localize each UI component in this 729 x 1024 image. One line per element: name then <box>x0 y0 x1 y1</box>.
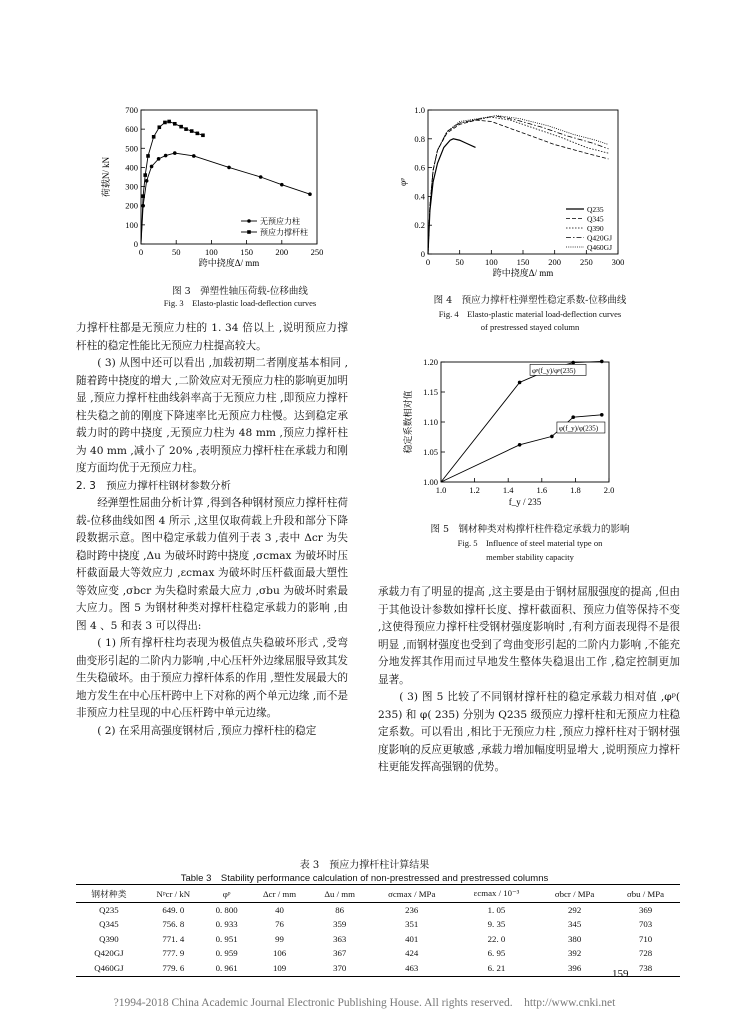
data-point <box>518 381 522 385</box>
table-header-cell: 钢材种类 <box>76 885 142 903</box>
table-cell: 1. 05 <box>487 904 506 915</box>
paragraph: 2. 3 预应力撑杆柱钢材参数分析 <box>76 479 231 492</box>
x-tick-label: 300 <box>611 257 625 267</box>
x-tick-label: 1.8 <box>570 485 581 495</box>
x-tick-label: 250 <box>310 247 324 257</box>
x-axis-label: f_y / 235 <box>508 497 542 507</box>
y-tick-label: 300 <box>125 181 138 192</box>
x-tick-label: 150 <box>516 257 530 267</box>
figure-4-caption-en-2: of prestressed stayed column <box>480 322 580 332</box>
legend-label: 无预应力柱 <box>260 217 300 226</box>
table-cell: 0. 951 <box>215 933 238 944</box>
table-3-title-cn: 表 3 预应力撑杆柱计算结果 <box>299 860 430 871</box>
x-tick-label: 0 <box>425 257 431 267</box>
table-header-cell: Nᵖcr / kN <box>142 885 205 903</box>
y-tick-label: 0.8 <box>414 133 425 144</box>
data-point <box>518 443 522 447</box>
x-tick-label: 0 <box>138 247 144 257</box>
table-cell: 363 <box>333 933 347 944</box>
y-tick-label: 1.15 <box>423 387 438 397</box>
table-cell: 345 <box>568 919 582 929</box>
table-3-title-en: Table 3 Stability performance calculation of non-prestressed and prestressed columns <box>180 873 549 884</box>
y-tick-label: 0.6 <box>414 162 425 173</box>
y-tick-label: 700 <box>125 105 138 115</box>
y-axis-label: 稳定系数相对值 <box>403 390 413 454</box>
table-header-cell: Δu / mm <box>311 885 369 903</box>
table-cell: 703 <box>638 919 653 929</box>
x-tick-label: 250 <box>579 257 593 267</box>
table-cell: 0. 800 <box>215 904 238 915</box>
x-tick-label: 50 <box>455 257 464 267</box>
x-tick-label: 200 <box>548 257 562 267</box>
table-cell: 99 <box>275 933 284 944</box>
table-cell: 370 <box>311 961 369 976</box>
copyright-footer: ?1994-2018 China Academic Journal Electronic Publishing House. All rights reserved. http://www.cnki.net <box>113 997 616 1009</box>
table-cell: 771. 4 <box>162 933 185 944</box>
x-tick-label: 1.6 <box>536 485 548 495</box>
table-cell: 367 <box>333 948 347 958</box>
table-cell: 109 <box>248 961 310 976</box>
table-cell: Q235 <box>99 904 119 915</box>
y-tick-label: 0.2 <box>414 220 425 231</box>
right-text-column <box>378 584 680 777</box>
table-header-cell: σcmax / MPa <box>369 885 455 903</box>
table-cell: 236 <box>405 904 419 915</box>
legend-label: Q345 <box>587 214 604 224</box>
legend-label: Q460GJ <box>587 243 613 252</box>
data-point <box>550 435 554 439</box>
table-row <box>76 932 680 947</box>
figure-5-caption-cn: 图 5 钢材种类对构撑杆柱件稳定承载力的影响 <box>430 524 630 535</box>
y-axis-label: 荷载N/ kN <box>101 156 111 198</box>
table-row <box>76 918 680 933</box>
table-header-row <box>76 885 680 903</box>
y-tick-label: 1.0 <box>414 105 425 115</box>
table-cell: 351 <box>405 919 419 929</box>
legend-label: Q390 <box>587 224 604 233</box>
y-tick-label: 200 <box>125 200 138 211</box>
figure-4-caption-cn: 图 4 预应力撑杆柱弹塑性稳定系数-位移曲线 <box>433 295 627 306</box>
y-tick-label: 0 <box>420 249 425 259</box>
table-cell: 86 <box>335 904 345 915</box>
table-header-cell: εcmax / 10⁻³ <box>455 885 538 903</box>
page-number: 159 <box>612 968 629 980</box>
table-cell: 359 <box>333 919 347 929</box>
y-tick-label: 1.10 <box>423 417 438 427</box>
figure-5-caption-en-1: Fig. 5 Influence of steel material type on <box>457 538 603 548</box>
x-tick-label: 1.2 <box>469 485 480 495</box>
paragraph: ( 3) 图 5 比较了不同钢材撑杆柱的稳定承载力相对值 ,φᵖ( 235) 和 φ( 235) 分别为 Q235 级预应力撑杆柱和无预应力柱稳定系数。可以看出 ,相比于无预应力柱 ,预应力撑杆柱对于钢材强度影响的反应更敏感 ,承载力增加幅度明显增大 ,说明预应力撑杆柱更能发挥高强钢的优势。 <box>378 691 680 773</box>
x-tick-label: 1.0 <box>435 485 447 495</box>
figure-3-caption-cn: 图 3 弹塑性轴压荷载-位移曲线 <box>172 286 308 297</box>
paragraph: ( 2) 在采用高强度钢材后 ,预应力撑杆柱的稳定 <box>97 724 317 737</box>
x-axis-label: 跨中挠度Δ/ mm <box>198 258 260 268</box>
y-tick-label: 1.05 <box>423 447 438 457</box>
y-tick-label: 500 <box>125 143 138 154</box>
table-cell: Q390 <box>99 933 119 944</box>
y-tick-label: 0.4 <box>414 191 425 202</box>
series-line-q235 <box>428 139 476 254</box>
x-axis-label: 跨中挠度Δ/ mm <box>492 268 554 278</box>
table-cell: 424 <box>405 948 419 958</box>
y-tick-label: 1.20 <box>423 357 438 367</box>
table-cell: 9. 35 <box>487 919 506 929</box>
legend-label: 预应力撑杆柱 <box>260 228 308 237</box>
figure-4-chart <box>0 0 729 300</box>
table-cell: 40 <box>275 904 284 915</box>
x-tick-label: 150 <box>240 247 253 257</box>
x-tick-label: 100 <box>484 257 498 267</box>
table-cell: Q345 <box>99 919 119 929</box>
table-cell: 396 <box>538 961 611 976</box>
table-cell: 106 <box>272 948 287 958</box>
paragraph: ( 1) 所有撑杆柱均表现为极值点失稳破坏形式 ,受弯曲变形引起的二阶内力影响 ,中心压杆外边缘屈服导致其发生失稳破坏。由于预应力撑杆体系的作用 ,塑性发展最大的地方发生在中心压杆跨中上下对称的两个单元边缘 ,而不是非预应力柱呈现的中心压杆跨中单元边缘。 <box>76 637 348 719</box>
y-tick-label: 0 <box>133 239 138 249</box>
y-tick-label: 1.00 <box>423 477 438 487</box>
data-point <box>571 415 575 419</box>
series-label: φ(f_y)/φ(235) <box>558 424 599 433</box>
table-header-cell: φᵖ <box>205 885 249 903</box>
data-point <box>600 413 604 417</box>
table-cell: 710 <box>638 933 653 944</box>
table-cell: 463 <box>369 961 455 976</box>
table-cell: 401 <box>405 933 419 944</box>
table-header-cell: σbcr / MPa <box>538 885 611 903</box>
table-cell: 649. 0 <box>162 904 185 915</box>
table-cell: 369 <box>638 904 653 915</box>
table-cell: 22. 0 <box>487 933 506 944</box>
table-cell: 728 <box>638 948 653 958</box>
table-cell: 6. 21 <box>455 961 538 976</box>
table-cell: 6. 95 <box>487 948 506 958</box>
legend-label: Q235 <box>587 205 604 214</box>
data-point <box>571 361 575 365</box>
table-header-cell: Δcr / mm <box>248 885 310 903</box>
series-label: φᵖ(f_y)/φᵖ(235) <box>532 366 576 375</box>
series-line-q390 <box>428 117 609 254</box>
table-row <box>76 947 680 962</box>
x-tick-label: 50 <box>171 247 181 257</box>
y-tick-label: 100 <box>125 219 138 230</box>
legend-label: Q420GJ <box>587 233 613 243</box>
table-cell: 738 <box>611 961 680 976</box>
table-cell: Q460GJ <box>76 961 142 976</box>
table-row <box>76 903 680 918</box>
x-tick-label: 100 <box>205 247 218 257</box>
table-header-cell: σbu / MPa <box>611 885 680 903</box>
x-tick-label: 2.0 <box>603 485 615 495</box>
x-tick-label: 200 <box>275 247 289 257</box>
paragraph: ( 3) 从图中还可以看出 ,加载初期二者刚度基本相同 ,随着跨中挠度的增大 ,二阶效应对无预应力柱的影响更加明显 ,预应力撑杆柱曲线斜率高于无预应力柱 ,即预应力撑杆柱失稳之前的刚度下降速率比无预应力柱慢。达到稳定承载力时的跨中挠度 ,无预应力柱为 48 mm ,预应力撑杆柱为 40 mm ,减小了 20% ,表明预应力撑杆柱在承载力和刚度方面均优于无预应力柱。 <box>76 357 348 474</box>
table-cell: 392 <box>568 948 582 958</box>
figure-4-caption-en-1: Fig. 4 Elasto-plastic material load-deflection curves <box>438 309 622 319</box>
figure-3-caption-en: Fig. 3 Elasto-plastic load-deflection curves <box>163 298 317 308</box>
paragraph: 经弹塑性屈曲分析计算 ,得到各种钢材预应力撑杆柱荷载-位移曲线如图 4 所示 ,这里仅取荷载上升段和部分下降段数据示意。图中稳定承载力值列于表 3 ,表中 Δcr 为失稳时跨中挠度 ,Δu 为破坏时跨中挠度 ,σcmax 为破坏时压杆截面最大等效应力 ,εcmax 为破坏时压杆截面最大塑性等效应变 ,σbcr 为失稳时索最大应力 ,σbu 为破坏时索最大应力。图 5 为钢材种类对撑杆柱稳定承载力的影响 ,由图 4 、5 和表 3 可以得出: <box>76 497 348 632</box>
table-cell: 380 <box>568 933 582 944</box>
figure-5-caption-en-2: member stability capacity <box>486 552 574 562</box>
y-tick-label: 400 <box>125 162 138 173</box>
table-row <box>76 961 680 976</box>
left-text-column <box>76 320 348 740</box>
table-cell: 76 <box>275 919 284 929</box>
table-cell: 0. 961 <box>205 961 249 976</box>
data-point <box>600 360 604 364</box>
table-cell: 779. 6 <box>142 961 205 976</box>
series-line-q460gj <box>428 116 609 254</box>
table-cell: 0. 959 <box>215 948 238 958</box>
x-tick-label: 1.4 <box>502 485 514 495</box>
y-tick-label: 600 <box>125 124 138 135</box>
table-3 <box>76 884 680 977</box>
paragraph: 力撑杆柱都是无预应力柱的 1. 34 倍以上 ,说明预应力撑杆柱的稳定性能比无预应力柱提高较大。 <box>76 322 348 352</box>
paragraph: 承载力有了明显的提高 ,这主要是由于钢材屈服强度的提高 ,但由于其他设计参数如撑杆长度、撑杆截面积、预应力值等保持不变 ,这使得预应力撑杆柱受钢材强度影响时 ,有利方面表现得不是很明显 ,而钢材强度也受到了弯曲变形引起的二阶内力影响 ,不能充分地发挥其作用而过早地发生整体失稳退出工作 ,稳定控制更加显著。 <box>378 586 680 686</box>
y-axis-label: φᵖ <box>398 178 408 186</box>
table-cell: 756. 8 <box>162 919 185 929</box>
table-cell: 0. 933 <box>215 919 238 929</box>
table-cell: 292 <box>568 904 582 915</box>
table-cell: Q420GJ <box>94 948 124 958</box>
table-cell: 777. 9 <box>162 948 185 958</box>
